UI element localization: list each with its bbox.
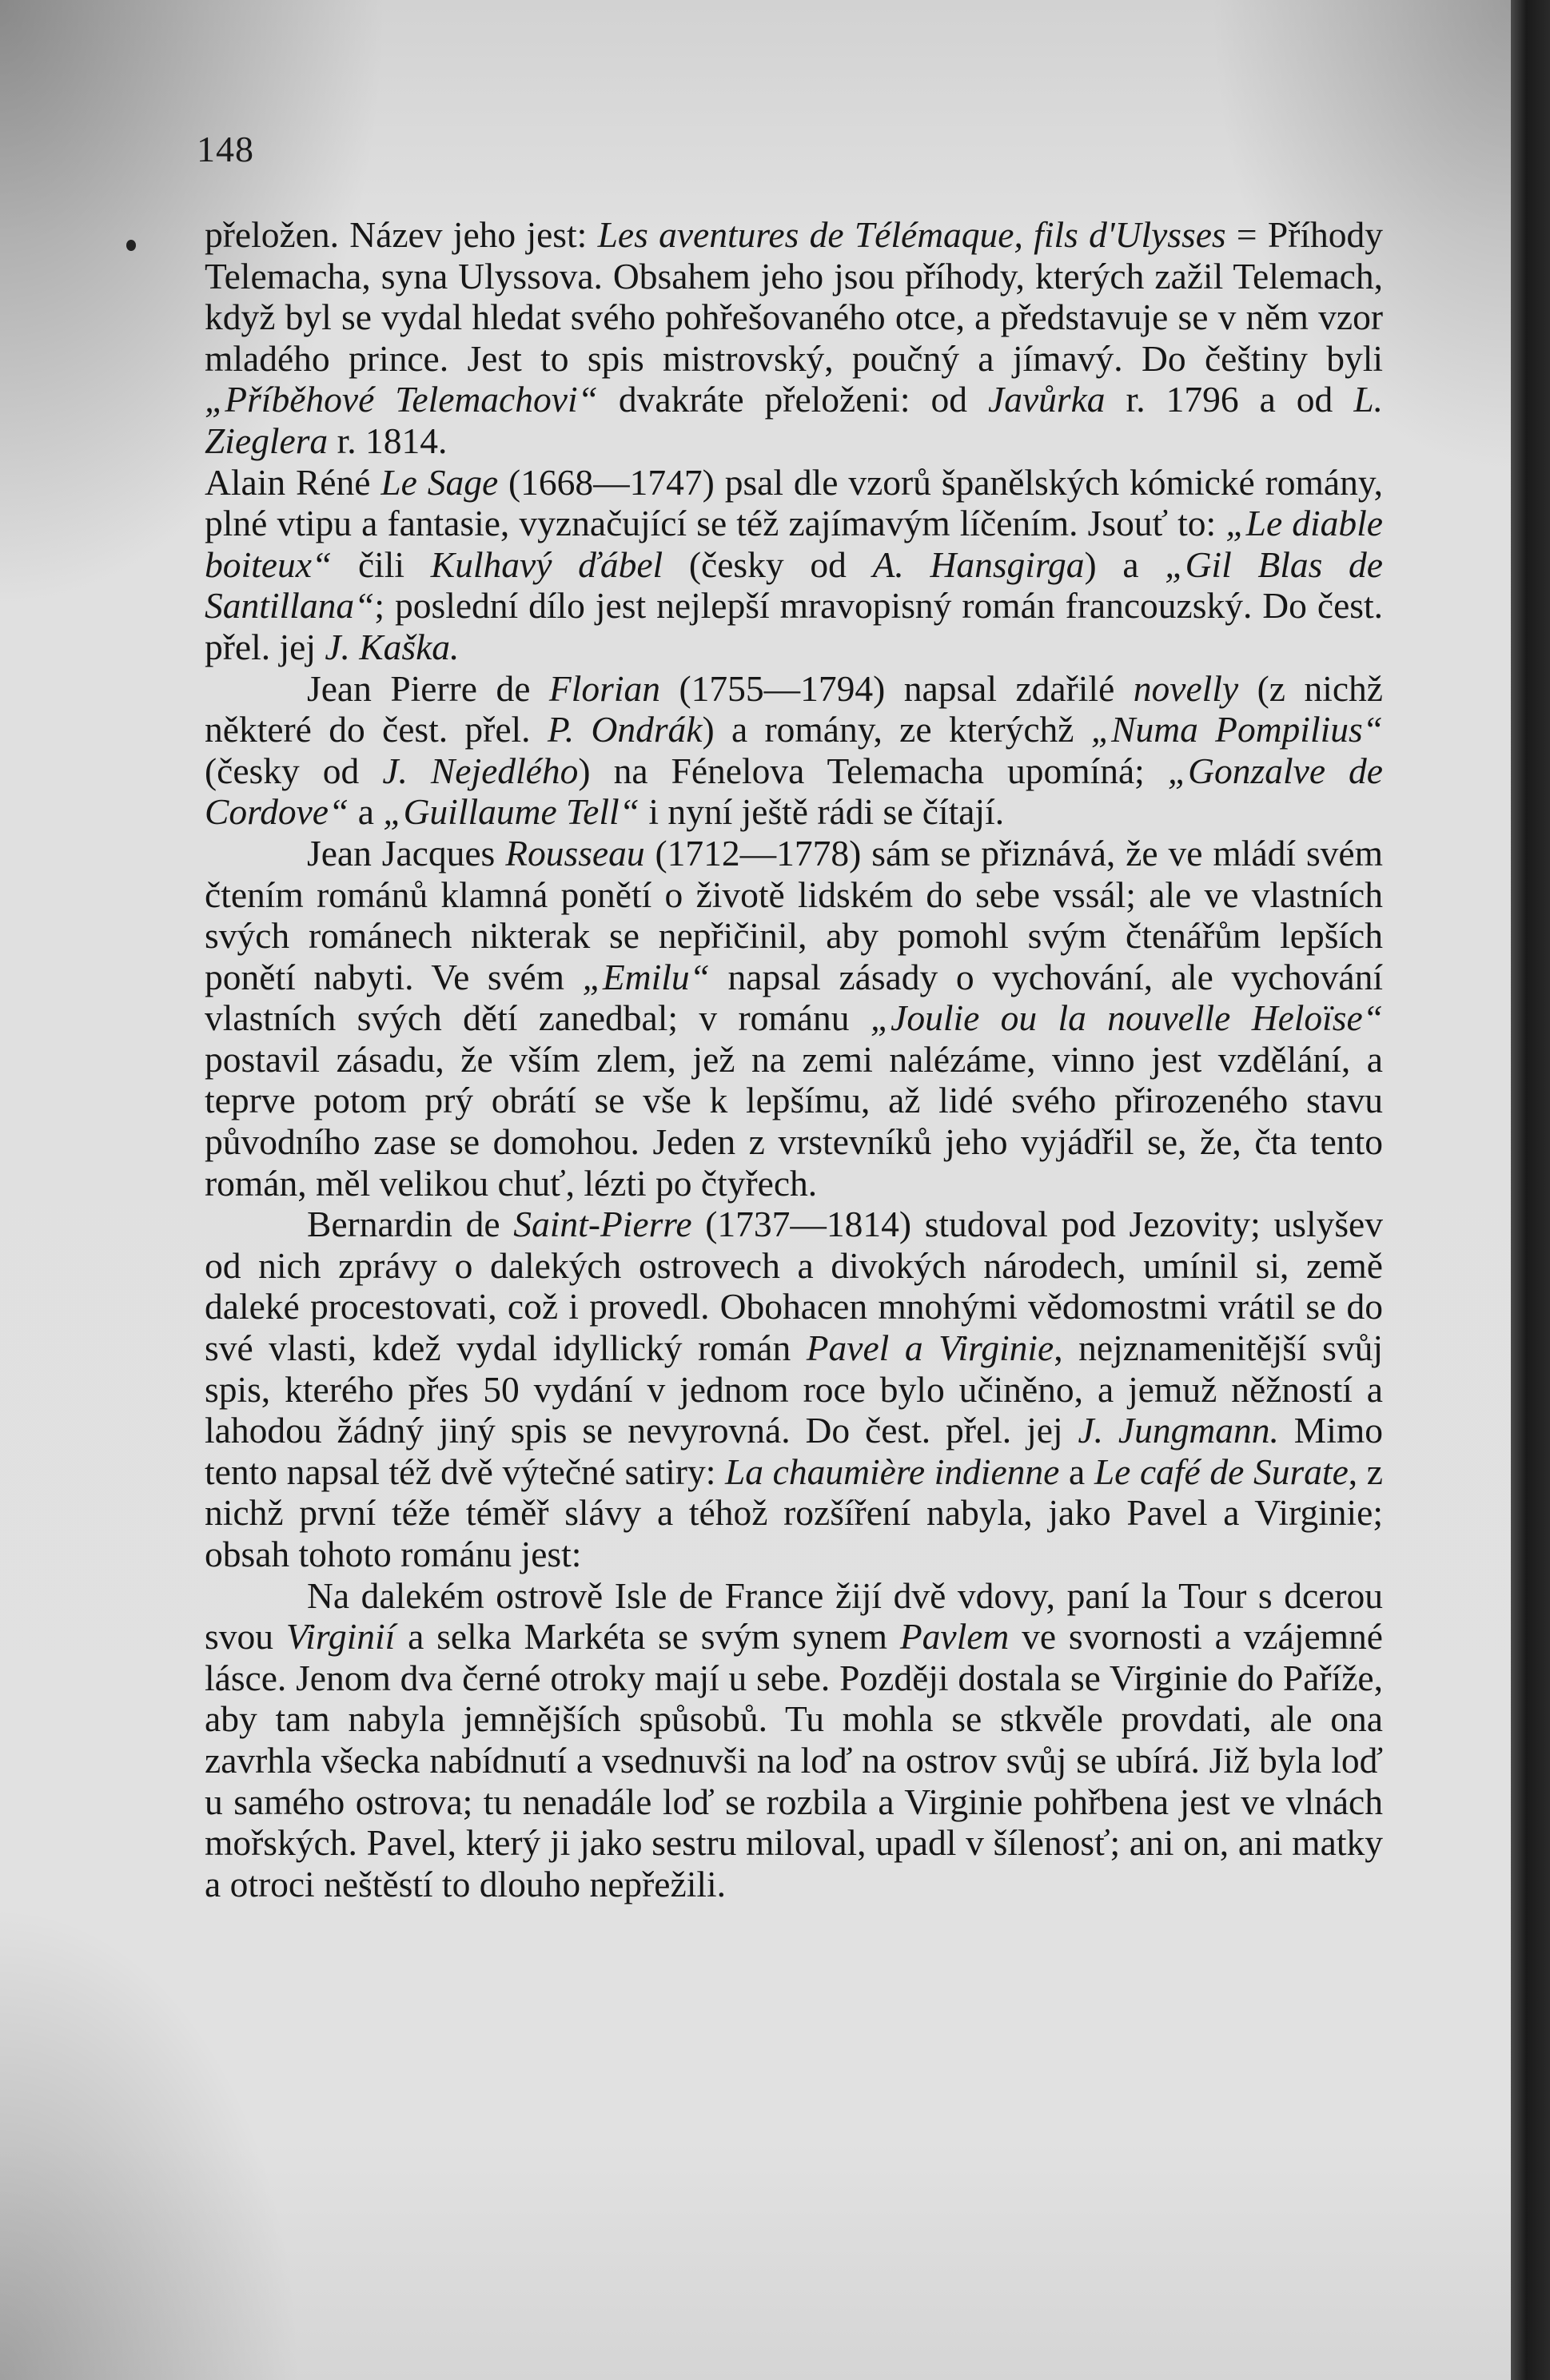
text-segment: Na dalekém ostrově Isle de France žijí dvě vdovy, paní la Tour s dcerou svou [205,1574,1383,1658]
text-segment: r. 1796 a od [1105,379,1354,420]
text-segment: (1737—1814) studoval pod Jezovity; uslyšev od nich zprávy o dalekých ostrovech a divokých národech, umínil si, země daleké procestovati, což i provedl. Obohacen mnohými vědomostmi vrátil se do své vlasti, kdež vydal idyllický román [205,1204,1383,1369]
italic-segment: A. Hansgirga [872,543,1085,585]
text-segment: ; poslední dílo jest nejlepší mravopisný román francouzský. Do čest. přel. jej [205,585,1383,667]
italic-segment: Rousseau [505,832,645,874]
text-segment: (1668—1747) psal dle vzorů španělských kómické romány, plné vtipu a fantasie, vyznačující se též zajímavým líčením. Jsouť to: [205,461,1384,544]
text-segment: ve svornosti a vzájemné lásce. Jenom dva černé otroky mají u sebe. Později dostala se Virginie do Paříže, aby tam nabyla jemnějších spůsobů. Tu mohla se stkvěle provdati, ale ona zavrhla všecka nabídnutí a vsednuvši na loď na ostrov svůj se ubírá. Již byla loď u samého ostrova; tu nenadále loď se rozbila a Virginie pohřbena jest ve vlnách mořských. Pavel, který ji jako sestru miloval, upadl v šílenosť; ani on, ani matky a otroci neštěstí to dlouho nepřežili. [205,1616,1383,1904]
text-segment: napsal zásady o vychování, ale vychování vlastních svých dětí zanedbal; v románu [205,956,1384,1039]
italic-segment: „Emilu“ [582,956,710,997]
italic-segment: Pavel a Virginie [806,1327,1054,1369]
italic-segment: novelly [1133,667,1239,709]
text-segment: postavil zásadu, že vším zlem, jež na zemi nalézáme, vinno jest vzdělání, a teprve potom prý obrátí se vše k lepšímu, až lidé svého přirozeného stavu původního zase se domohou. Jeden z vrstevníků jeho vyjádřil se, že, čta tento román, měl velikou chuť, lézti po čtyřech. [205,1038,1383,1204]
text-segment: a selka Markéta se svým synem [395,1616,900,1658]
italic-segment: „Guillaume Tell“ [383,791,640,833]
italic-segment: Kulhavý ďábel [430,543,663,585]
italic-segment: „Příběhové Telemachovi“ [205,379,598,420]
italic-segment: P. Ondrák [547,709,703,750]
italic-segment: Javůrka [988,379,1106,420]
italic-segment: „Gil Blas de Santillana“ [205,543,1383,627]
italic-segment: Pavlem [899,1616,1010,1658]
text-segment: dvakráte přeloženi: od [597,379,988,420]
text-segment: Mimo tento napsal též dvě výtečné satiry: [205,1410,1383,1492]
body-text [205,214,1383,1904]
text-segment: r. 1814. [328,420,448,461]
text-segment: ) a romány, ze kterýchž [702,709,1091,750]
page-number: 148 [197,129,254,169]
italic-segment: J. Nejedlého [382,750,579,791]
text-segment: , nejznamenitější svůj spis, kterého přes 50 vydání v jednom roce bylo učiněno, a jemuž něžností a lahodou žádný jiný spis se nevyrovná. Do čest. přel. jej [205,1327,1383,1451]
text-segment: a [1059,1451,1094,1492]
italic-segment: „Joulie ou la nouvelle Heloïse“ [870,997,1383,1039]
text-segment: přeložen. Název jeho jest: [205,214,598,255]
text-segment: (česky od [663,543,873,585]
text-segment: (z nichž některé do čest. přel. [205,667,1384,750]
italic-segment: L. Zieglera [205,379,1384,461]
text-segment: Jean Jacques [307,832,506,874]
italic-segment: „Le diable boiteux“ [205,503,1383,585]
italic-segment: Le Sage [381,461,499,503]
paragraph-6 [205,1575,1383,1905]
scan-edge [1511,0,1550,2380]
paragraph-3 [205,668,1383,833]
italic-segment: La chaumière indienne [724,1451,1060,1492]
italic-segment: „Numa Pompilius“ [1090,709,1383,750]
text-segment: , z nichž první téže téměř slávy a téhož rozšíření nabyla, jako Pavel a Virginie; obsah tohoto románu jest: [205,1451,1383,1574]
text-segment: čili [332,543,431,585]
text-segment: ) na Fénelova Telemacha upomíná; [578,750,1168,791]
text-segment: Bernardin de [307,1204,514,1245]
italic-segment: „Gonzalve de Cordove“ [205,750,1383,833]
italic-segment: J. Jungmann. [1078,1410,1279,1451]
italic-segment: Les aventures de Télémaque, fils d'Ulysses [597,214,1226,255]
italic-segment: J. Kaška. [325,626,460,667]
paragraph-5 [205,1204,1383,1574]
paragraph-1 [205,214,1383,462]
italic-segment: Saint-Pierre [513,1204,692,1245]
text-segment: ) a [1084,543,1165,585]
text-segment: Jean Pierre de [307,667,549,709]
ink-speck [126,240,136,251]
italic-segment: Virginií [285,1616,396,1658]
text-segment: (česky od [205,750,383,791]
paragraph-4 [205,833,1383,1204]
text-segment: Alain Réné [205,461,381,503]
paragraph-2 [205,462,1383,668]
italic-segment: Le café de Surate [1094,1451,1349,1492]
text-segment: (1755—1794) napsal zdařilé [659,667,1134,709]
text-segment: a [349,791,384,833]
italic-segment: Florian [548,667,660,709]
text-segment: i nyní ještě rádi se čítají. [639,791,1005,833]
text-segment: = Příhody Telemacha, syna Ulyssova. Obsahem jeho jsou příhody, kterých zažil Telemach, když byl se vydal hledat svého pohřešovaného otce, a představuje se v něm vzor mladého prince. Jest to spis mistrovský, poučný a jímavý. Do češtiny byli [205,214,1383,379]
text-segment: (1712—1778) sám se přiznává, že ve mládí svém čtením románů klamná ponětí o životě lidském do sebe vssál; ale ve vlastních svých románech nikterak se nepřičinil, aby pomohl svým čtenářům lepších ponětí nabyti. Ve svém [205,832,1383,997]
